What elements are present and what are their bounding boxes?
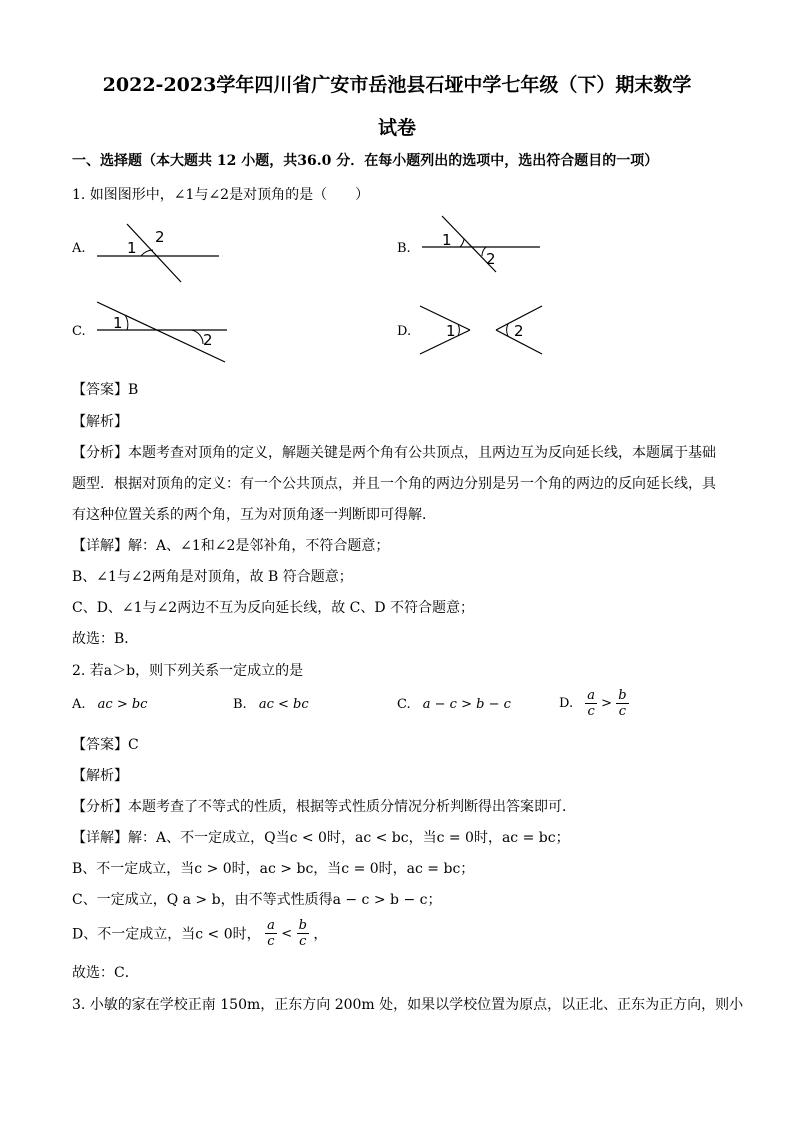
question-2-stem: 2. 若a＞b，则下列关系一定成立的是	[72, 663, 304, 679]
exam-title-continued: 试卷	[377, 117, 416, 139]
q1-figure-c	[95, 300, 230, 365]
q1-figure-b	[420, 214, 545, 274]
fraction-a-over-c: $\frac{a}{c}$	[587, 688, 595, 719]
q1-analysis-line: 题型．根据对顶角的定义：有一个公共顶点，并且一个角的两边分别是另一个角的两边的反向延长线，具	[72, 476, 716, 492]
angle-label-2: 2	[514, 322, 524, 340]
q2-analysis-line: C、一定成立，Q a > b，由不等式性质得a − c > b − c；	[72, 892, 442, 908]
angle-label-2: 2	[486, 250, 496, 268]
fraction-b-over-c: $\frac{b}{c}$	[298, 918, 307, 949]
q2-option-c-label: C.	[397, 697, 411, 712]
q1-analysis-line: 有这种位置关系的两个角，互为对顶角逐一判断即可得解．	[72, 507, 436, 523]
question-3-stem: 3. 小敏的家在学校正南 150m，正东方向 200m 处，如果以学校位置为原点，以正北、正东为正方向，则小	[72, 997, 744, 1013]
section-heading: 一、选择题（本大题共 12 小题，共36.0 分．在每小题列出的选项中，选出符合题目的一项）	[72, 153, 659, 169]
exam-title: 2022-2023学年四川省广安市岳池县石垭中学七年级（下）期末数学	[102, 74, 692, 96]
q2-option-b-label: B.	[233, 697, 247, 712]
q2-option-d	[559, 688, 629, 719]
q2-option-d-label: D.	[559, 696, 574, 711]
q2-answer: 【答案】C	[72, 737, 139, 753]
q2-choose-line: 故选：C．	[72, 965, 139, 981]
q2-analysis-line: 【分析】本题考查了不等式的性质，根据等式性质分情况分析判断得出答案即可．	[72, 799, 576, 815]
q1-analysis-line: 【分析】本题考查对顶角的定义，解题关键是两个角有公共顶点，且两边互为反向延长线，本题属于基础	[72, 445, 716, 461]
fraction-a-over-c: $\frac{a}{c}$	[267, 918, 275, 949]
q2-analysis-line: B、不一定成立，当c > 0时，ac > bc，当c = 0时，ac = bc；	[72, 861, 475, 877]
q2-analysis-line: 【详解】解：A、不一定成立，Q当c < 0时，ac < bc，当c = 0时，ac = bc；	[72, 830, 570, 846]
q1-analysis-line: B、∠1与∠2两角是对顶角，故 B 符合题意；	[72, 569, 353, 585]
q2-option-a-label: A.	[72, 697, 86, 712]
q1-option-d-label: D.	[397, 324, 412, 339]
angle-label-1: 1	[113, 314, 123, 332]
q2-option-b-expr: ac < bc	[258, 697, 309, 712]
angle-label-1: 1	[446, 322, 456, 340]
q1-analysis-heading: 【解析】	[72, 414, 128, 430]
q1-figure-a	[95, 222, 225, 284]
q1-option-a-label: A.	[72, 241, 86, 256]
greater-than-sign: >	[601, 696, 613, 711]
angle-label-1: 1	[127, 239, 137, 257]
q1-option-c-label: C.	[72, 324, 86, 339]
q1-analysis-line: 【详解】解：A、∠1和∠2是邻补角，不符合题意；	[72, 538, 390, 554]
angle-label-1: 1	[442, 231, 452, 249]
question-1-stem: 1. 如图图形中，∠1与∠2是对顶角的是（ ）	[72, 187, 370, 203]
q1-figure-d	[418, 302, 546, 358]
q1-analysis-line: C、D、∠1与∠2两边不互为反向延长线，故 C、D 不符合题意；	[72, 600, 475, 616]
q2-analysis-line-d: D、不一定成立，当c < 0时， $\frac{a}{c}$ < $\frac{b}{c}$ ，	[72, 918, 328, 949]
q2-option-c	[397, 697, 511, 712]
q2-analysis-heading: 【解析】	[72, 768, 128, 784]
q1-analysis-line: 故选：B．	[72, 631, 139, 647]
q2-option-c-expr: a − c > b − c	[422, 697, 511, 712]
angle-label-2: 2	[155, 228, 165, 246]
q2-option-b	[233, 697, 309, 712]
fraction-b-over-c: $\frac{b}{c}$	[618, 688, 627, 719]
q1-option-b-label: B.	[397, 241, 411, 256]
angle-label-2: 2	[203, 331, 213, 349]
q2-option-a	[72, 697, 147, 712]
q1-answer: 【答案】B	[72, 382, 139, 398]
q2-option-a-expr: ac > bc	[97, 697, 148, 712]
less-than-sign: <	[281, 926, 293, 942]
